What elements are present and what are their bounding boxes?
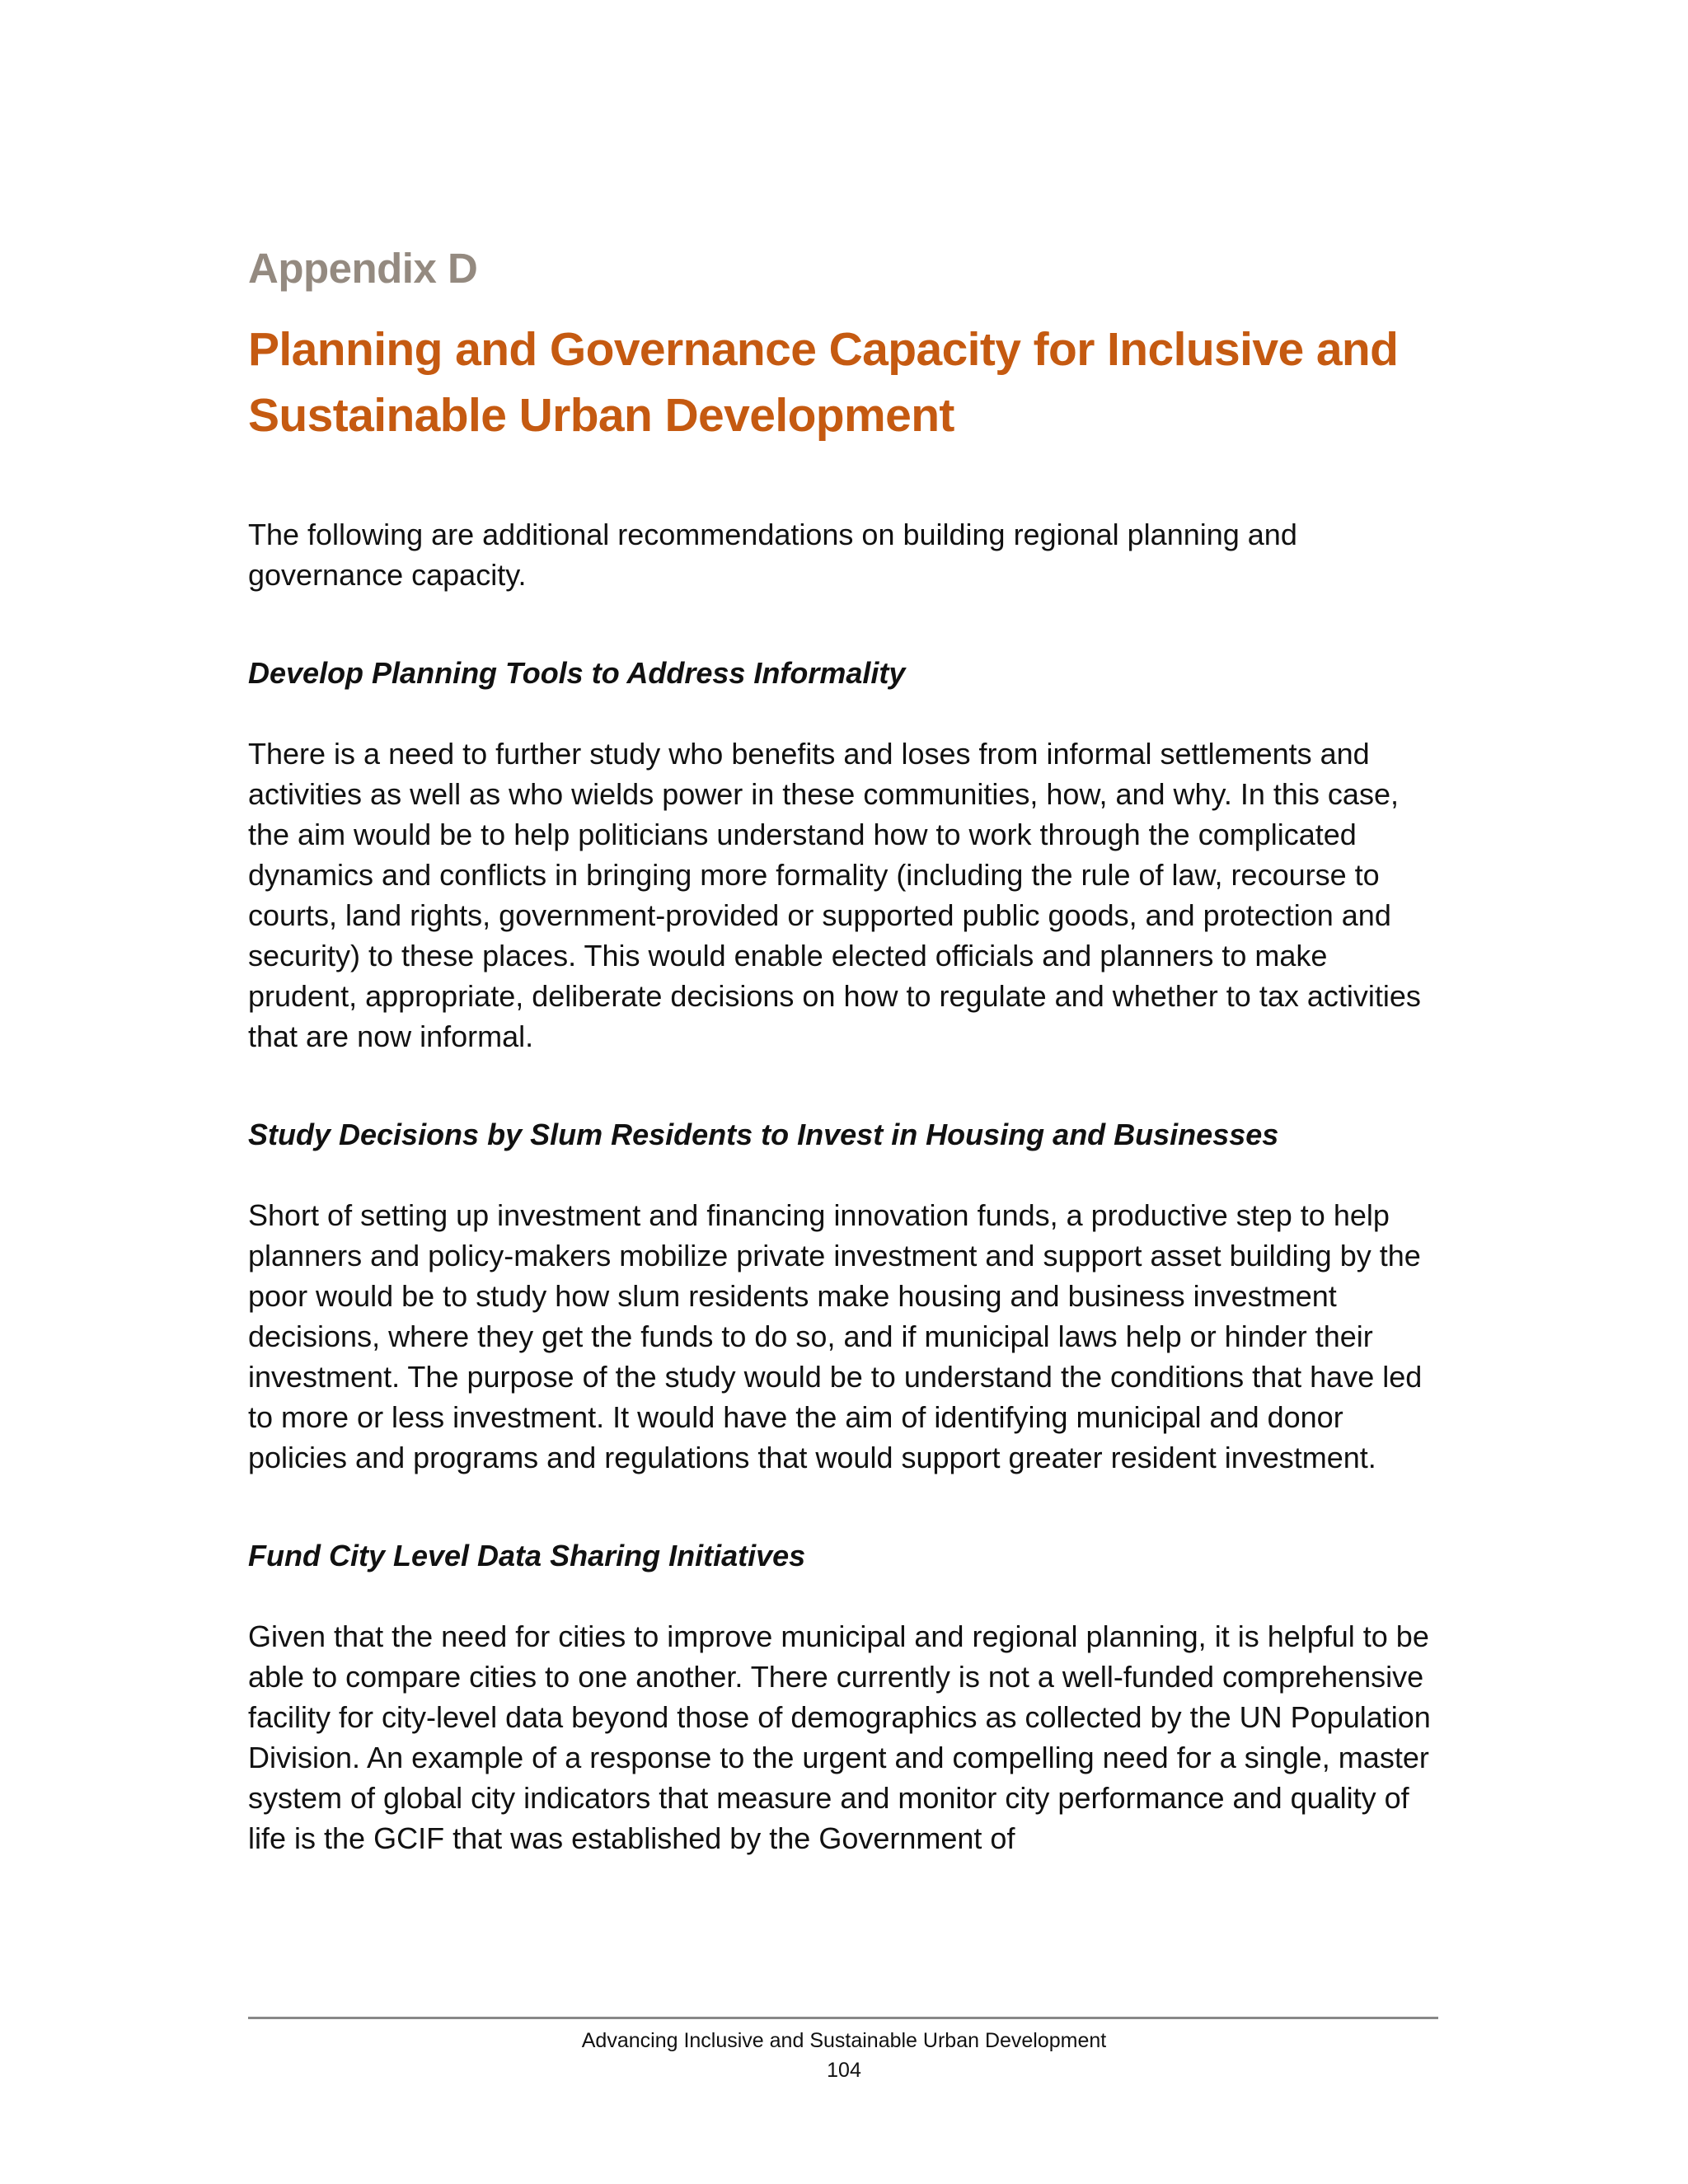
section-heading: Study Decisions by Slum Residents to Invest in Housing and Businesses	[248, 1118, 1279, 1151]
section-heading: Develop Planning Tools to Address Informality	[248, 656, 906, 690]
appendix-label: Appendix D	[248, 245, 478, 292]
footer-divider	[248, 2017, 1438, 2019]
page-content	[248, 239, 1443, 1858]
section-body: Given that the need for cities to improve municipal and regional planning, it is helpful to be able to compare cities to one another. There currently is not a well-funded comprehensive facility for city-level data beyond those of demographics as collected by the UN Population Division. An example of a response to the urgent and compelling need for a single, master system of global city indicators that measure and monitor city performance and quality of life is the GCIF that was established by the Government of	[248, 1619, 1431, 1855]
intro-paragraph: The following are additional recommendations on building regional planning and governance capacity.	[248, 518, 1297, 592]
section-data-sharing	[248, 1535, 1443, 1858]
section-informality	[248, 653, 1443, 1057]
section-body: Short of setting up investment and financing innovation funds, a productive step to help planners and policy-makers mobilize private investment and support asset building by the poor would be to study how slum residents make housing and business investment decisions, where they get the funds to do so, and if municipal laws help or hinder their investment. The purpose of the study would be to understand the conditions that have led to more or less investment. It would have the aim of identifying municipal and donor policies and programs and regulations that would support greater resident investment.	[248, 1198, 1423, 1474]
footer-title: Advancing Inclusive and Sustainable Urban Development	[581, 2029, 1107, 2052]
section-slum-investment	[248, 1114, 1443, 1478]
section-heading: Fund City Level Data Sharing Initiatives	[248, 1539, 806, 1572]
page-number: 104	[827, 2059, 861, 2082]
page-title: Planning and Governance Capacity for Inclusive and Sustainable Urban Development	[248, 323, 1399, 442]
section-body: There is a need to further study who benefits and loses from informal settlements and activities as well as who wields power in these communities, how, and why. In this case, the aim would be to help politicians understand how to work through the complicated dynamics and conflicts in bringing more formality (including the rule of law, recourse to courts, land rights, government-provided or supported public goods, and protection and security) to these places. This would enable elected officials and planners to make prudent, appropriate, deliberate decisions on how to regulate and whether to tax activities that are now informal.	[248, 737, 1421, 1053]
